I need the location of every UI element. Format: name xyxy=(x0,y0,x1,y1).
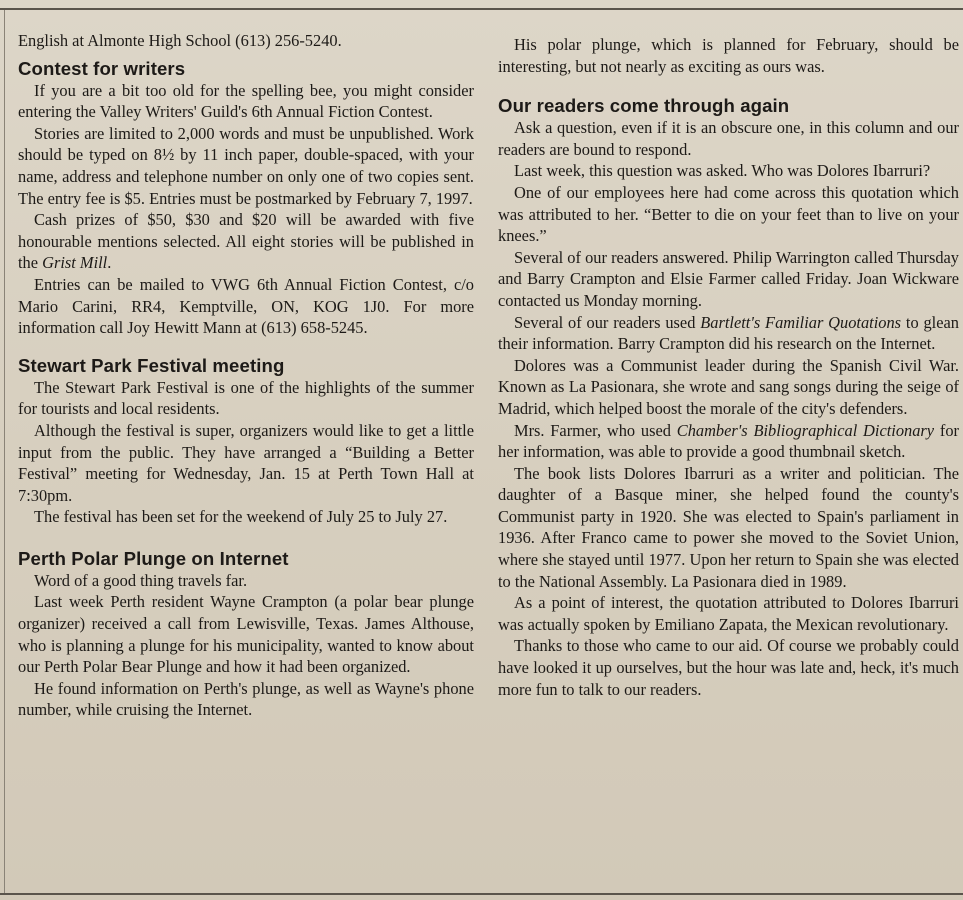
plunge-heading: Perth Polar Plunge on Internet xyxy=(18,547,289,569)
readers-text: Mrs. Farmer, who used xyxy=(514,420,677,440)
bartletts-title: Bartlett's Familiar Quotations xyxy=(700,312,902,332)
bottom-rule xyxy=(0,893,963,895)
intro-line: English at Almonte High School (613) 256-5240. xyxy=(18,31,342,50)
left-column xyxy=(18,30,474,721)
left-frame-line xyxy=(4,10,5,893)
continuation-paragraph: His polar plunge, which is planned for February, should be interesting, but not nearly as exciting as ours was. xyxy=(498,35,959,76)
right-column xyxy=(498,34,959,700)
readers-paragraph: Dolores was a Communist leader during the Spanish Civil War. Known as La Pasionara, she wrote and sang songs during the seige of Madrid, which helped boost the morale of the city's defenders. xyxy=(498,355,959,418)
festival-paragraph: Although the festival is super, organizers would like to get a little input from the public. They have arranged a “Building a Better Festival” meeting for Wednesday, Jan. 15 at Perth Town Hall at 7:30pm. xyxy=(18,420,474,505)
readers-paragraph xyxy=(498,312,959,355)
chambers-title: Chamber's Bibliographical Dictionary xyxy=(676,420,935,440)
plunge-paragraph: Word of a good thing travels far. xyxy=(34,570,248,590)
readers-paragraph: Several of our readers answered. Philip Warrington called Thursday and Barry Crampton and Elsie Farmer called Friday. Joan Wickware contacted us Monday morning. xyxy=(498,247,959,310)
festival-heading: Stewart Park Festival meeting xyxy=(18,354,285,376)
readers-text: Several of our readers used xyxy=(514,312,701,332)
plunge-paragraph: He found information on Perth's plunge, as well as Wayne's phone number, while cruising the Internet. xyxy=(18,678,474,720)
readers-heading: Our readers come through again xyxy=(498,95,790,117)
festival-paragraph: The Stewart Park Festival is one of the highlights of the summer for tourists and local residents. xyxy=(18,377,474,419)
contest-paragraph: Entries can be mailed to VWG 6th Annual Fiction Contest, c/o Mario Carini, RR4, Kemptville, ON, KOG 1J0. For more information call Joy Hewitt Mann at (613) 658-5245. xyxy=(18,274,474,338)
readers-text: to glean their information. Barry Crampton did his research on the Internet. xyxy=(498,312,959,354)
readers-text: for her information, was able to provide a good thumbnail sketch. xyxy=(498,420,959,462)
readers-paragraph xyxy=(498,420,959,463)
readers-paragraph: Thanks to those who came to our aid. Of course we probably could have looked it up ourselves, but the hour was late and, heck, it's much more fun to talk to our readers. xyxy=(498,636,959,699)
plunge-paragraph: Last week Perth resident Wayne Crampton (a polar bear plunge organizer) received a call from Lewisville, Texas. James Althouse, who is planning a plunge for his municipality, wanted to know about our Perth Polar Bear Plunge and how it had been organized. xyxy=(18,592,474,677)
readers-paragraph: Ask a question, even if it is an obscure one, in this column and our readers are bound to respond. xyxy=(498,118,959,159)
readers-paragraph: Last week, this question was asked. Who was Dolores Ibarruri? xyxy=(514,161,931,181)
contest-heading: Contest for writers xyxy=(18,57,186,79)
top-rule xyxy=(0,8,963,10)
contest-paragraph: If you are a bit too old for the spelling bee, you might consider entering the Valley Writers' Guild's 6th Annual Fiction Contest. xyxy=(18,80,474,122)
contest-text: . xyxy=(107,253,112,273)
grist-mill-title: Grist Mill xyxy=(42,253,108,273)
festival-paragraph: The festival has been set for the weekend of July 25 to July 27. xyxy=(34,507,448,527)
contest-paragraph xyxy=(18,209,474,274)
readers-paragraph: The book lists Dolores Ibarruri as a writer and politician. The daughter of a Basque miner, she helped found the county's Communist party in 1920. She was elected to Spain's parliament in 1936. After Franco came to power she moved to the Soviet Union, where she stayed until 1977. Upon her return to Spain she was elected to the National Assembly. La Pasionara died in 1989. xyxy=(498,463,959,591)
readers-paragraph: One of our employees here had come across this quotation which was attributed to her. “Better to die on your feet than to live on your knees.” xyxy=(498,182,959,246)
readers-paragraph: As a point of interest, the quotation attributed to Dolores Ibarruri was actually spoken by Emiliano Zapata, the Mexican revolutionary. xyxy=(498,593,959,634)
contest-paragraph: Stories are limited to 2,000 words and must be unpublished. Work should be typed on 8½ by 11 inch paper, double-spaced, with your name, address and telephone number on only one of two copies sent. The entry fee is $5. Entries must be postmarked by February 7, 1997. xyxy=(18,123,474,208)
contest-text: Cash prizes of $50, $30 and $20 will be awarded with five honourable mentions selected. All eight stories will be published in the xyxy=(18,210,474,273)
